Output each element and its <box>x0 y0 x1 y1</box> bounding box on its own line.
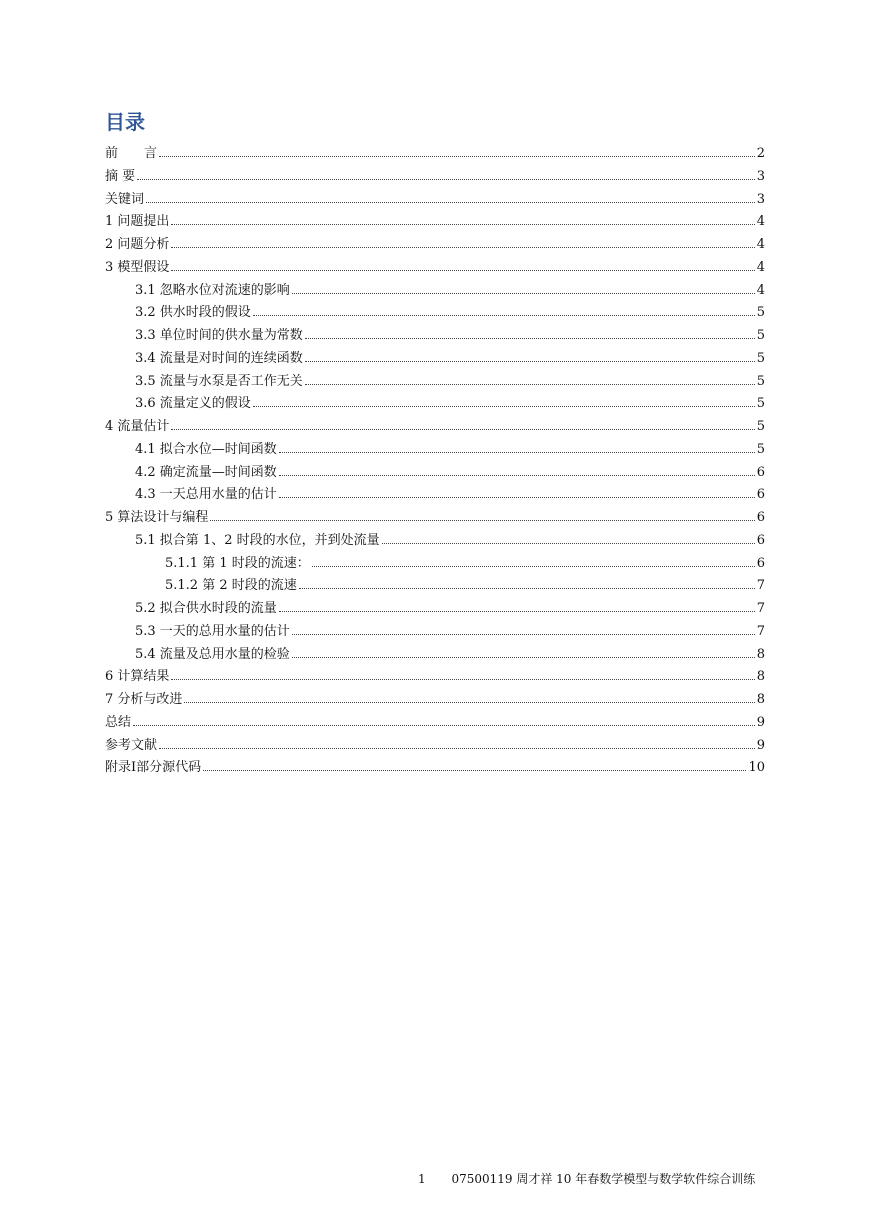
toc-entry-page: 5 <box>756 441 765 457</box>
toc-leader-dots <box>184 702 754 703</box>
toc-entry[interactable] <box>105 553 765 576</box>
toc-entry-page: 6 <box>756 510 765 525</box>
toc-entry-text: 4.3 一天总用水量的估计 <box>135 487 277 503</box>
toc-entry[interactable] <box>105 666 765 689</box>
toc-entry-text: 3.5 流量与水泵是否工作无关 <box>135 373 303 389</box>
toc-entry-text: 5.1.1 第 1 时段的流速： <box>165 555 310 571</box>
toc-entry[interactable] <box>105 598 765 621</box>
toc-entry-text: 5.3 一天的总用水量的估计 <box>135 623 290 639</box>
toc-entry-page: 9 <box>756 714 765 730</box>
toc-entry[interactable] <box>105 575 765 598</box>
toc-leader-dots <box>292 634 755 635</box>
toc-entry-text: 3.3 单位时间的供水量为常数 <box>135 328 303 343</box>
toc-leader-dots <box>299 588 755 589</box>
toc-leader-dots <box>133 725 755 726</box>
toc-leader-dots <box>305 361 755 362</box>
toc-entry-text: 5 算法设计与编程 <box>105 510 209 525</box>
toc-leader-dots <box>292 293 755 294</box>
toc-entry-text: 3 模型假设 <box>105 259 170 275</box>
toc-entry-text: 参考文献 <box>105 737 158 753</box>
toc-entry[interactable] <box>105 735 765 758</box>
toc-entry-page: 7 <box>756 623 765 639</box>
toc-entry-text: 2 问题分析 <box>105 237 170 252</box>
toc-entry-page: 6 <box>756 555 765 571</box>
toc-entry-page: 2 <box>756 146 765 161</box>
toc-entry-text: 4.1 拟合水位—时间函数 <box>135 441 277 457</box>
toc-entry[interactable] <box>105 393 765 416</box>
toc-leader-dots <box>312 566 755 567</box>
toc-leader-dots <box>203 770 746 771</box>
toc-entry-page: 3 <box>756 168 765 184</box>
toc-entry[interactable] <box>105 712 765 735</box>
toc-leader-dots <box>253 406 755 407</box>
toc-leader-dots <box>305 384 755 385</box>
toc-entry[interactable] <box>105 439 765 462</box>
toc-entry-page: 10 <box>748 760 765 776</box>
toc-entry-text: 关键词 <box>105 191 145 207</box>
toc-leader-dots <box>279 611 755 612</box>
page-footer <box>418 1170 755 1187</box>
toc-entry[interactable] <box>105 302 765 325</box>
toc-entry[interactable] <box>105 689 765 712</box>
toc-entry-page: 9 <box>756 737 765 753</box>
toc-entry-text: 摘 要 <box>105 168 136 184</box>
toc-leader-dots <box>171 679 754 680</box>
toc-leader-dots <box>171 224 754 225</box>
toc-entry[interactable] <box>105 621 765 644</box>
toc-entry-text: 3.6 流量定义的假设 <box>135 396 251 412</box>
toc-entry-page: 5 <box>756 350 765 366</box>
toc-leader-dots <box>210 520 754 521</box>
toc-entry[interactable] <box>105 234 765 257</box>
toc-entry[interactable] <box>105 416 765 439</box>
toc-leader-dots <box>279 452 755 453</box>
toc-leader-dots <box>382 543 755 544</box>
toc-entry[interactable] <box>105 211 765 234</box>
toc-entry[interactable] <box>105 462 765 485</box>
toc-entry[interactable] <box>105 143 765 166</box>
toc-leader-dots <box>159 156 755 157</box>
toc-entry-text: 前 言 <box>105 146 158 161</box>
toc-entry[interactable] <box>105 507 765 530</box>
toc-entry-page: 3 <box>756 191 765 207</box>
toc-leader-dots <box>137 179 755 180</box>
toc-entry-page: 4 <box>756 259 765 275</box>
footer-text: 07500119 周才祥 10 年春数学模型与数学软件综合训练 <box>451 1172 756 1186</box>
toc-entry-page: 8 <box>756 692 765 707</box>
toc-leader-dots <box>279 475 755 476</box>
toc-leader-dots <box>171 429 754 430</box>
toc-entry-page: 5 <box>756 328 765 343</box>
toc-entry[interactable] <box>105 325 765 348</box>
toc-entry[interactable] <box>105 257 765 280</box>
toc-entry-page: 6 <box>756 532 765 548</box>
toc-entry[interactable] <box>105 280 765 303</box>
toc-entry-text: 6 计算结果 <box>105 669 170 685</box>
toc-entry[interactable] <box>105 189 765 212</box>
toc-entry-text: 3.2 供水时段的假设 <box>135 305 251 321</box>
toc-entry-page: 5 <box>756 305 765 321</box>
toc-entry-text: 5.2 拟合供水时段的流量 <box>135 601 277 616</box>
table-of-contents <box>105 143 765 780</box>
toc-entry-page: 4 <box>756 282 765 298</box>
toc-entry-page: 4 <box>756 214 765 230</box>
toc-entry-text: 总结 <box>105 714 132 730</box>
toc-entry[interactable] <box>105 530 765 553</box>
toc-entry-text: 3.4 流量是对时间的连续函数 <box>135 350 303 366</box>
toc-entry-page: 8 <box>756 669 765 685</box>
toc-entry-page: 8 <box>756 646 765 662</box>
toc-entry-text: 附录Ⅰ部分源代码 <box>105 760 202 776</box>
footer-page-number: 1 <box>418 1172 426 1186</box>
toc-leader-dots <box>159 748 755 749</box>
toc-entry-page: 6 <box>756 487 765 503</box>
toc-entry[interactable] <box>105 484 765 507</box>
toc-entry-text: 5.1 拟合第 1、2 时段的水位，并到处流量 <box>135 532 380 548</box>
toc-leader-dots <box>146 202 755 203</box>
toc-leader-dots <box>171 270 754 271</box>
toc-entry[interactable] <box>105 644 765 667</box>
toc-entry[interactable] <box>105 757 765 780</box>
toc-entry-page: 6 <box>756 464 765 480</box>
toc-entry[interactable] <box>105 348 765 371</box>
toc-entry-text: 7 分析与改进 <box>105 692 183 707</box>
toc-entry-page: 7 <box>756 578 765 594</box>
toc-entry-page: 5 <box>756 373 765 389</box>
toc-leader-dots <box>305 338 755 339</box>
toc-entry[interactable] <box>105 166 765 189</box>
toc-entry-text: 1 问题提出 <box>105 214 170 230</box>
toc-entry-text: 3.1 忽略水位对流速的影响 <box>135 282 290 298</box>
toc-entry-text: 5.4 流量及总用水量的检验 <box>135 646 290 662</box>
toc-entry-page: 5 <box>756 396 765 412</box>
toc-title: 目录 <box>105 110 145 134</box>
toc-leader-dots <box>253 315 755 316</box>
toc-entry-text: 5.1.2 第 2 时段的流速 <box>165 578 297 594</box>
toc-entry-page: 4 <box>756 237 765 252</box>
toc-leader-dots <box>171 247 754 248</box>
toc-leader-dots <box>279 497 755 498</box>
toc-entry-text: 4 流量估计 <box>105 419 170 434</box>
toc-leader-dots <box>292 657 755 658</box>
toc-entry[interactable] <box>105 371 765 394</box>
toc-entry-page: 7 <box>756 601 765 616</box>
toc-entry-page: 5 <box>756 419 765 434</box>
toc-entry-text: 4.2 确定流量—时间函数 <box>135 464 277 480</box>
